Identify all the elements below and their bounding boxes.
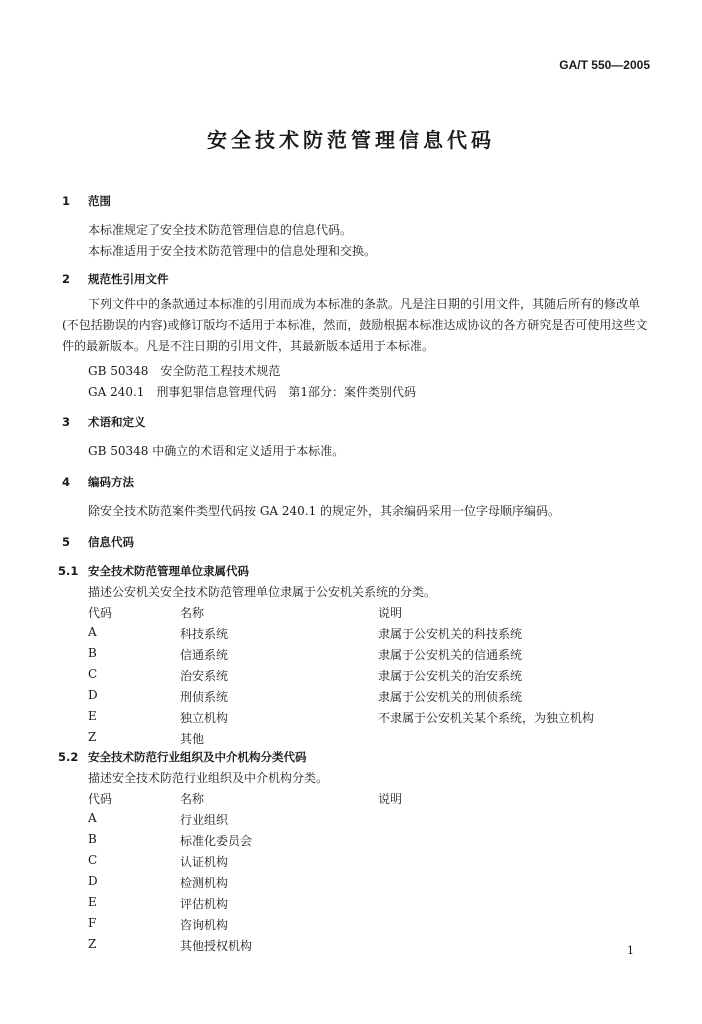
section-title: 编码方法: [88, 475, 134, 489]
description-cell: 隶属于公安机关的治安系统: [378, 669, 523, 683]
code-cell: C: [88, 853, 98, 867]
table-row: [88, 832, 648, 850]
section-title: 安全技术防范行业组织及中介机构分类代码: [88, 750, 307, 764]
code-cell: F: [88, 916, 97, 930]
page-number: 1: [627, 944, 634, 957]
code-cell: Z: [88, 937, 97, 951]
table-row: [88, 709, 648, 727]
code-cell: E: [88, 709, 97, 723]
section-number: 5.2: [58, 750, 79, 764]
name-cell: 认证机构: [180, 855, 229, 869]
table-row: [88, 916, 648, 934]
column-header: 名称: [180, 792, 205, 806]
section-2-heading: [62, 271, 169, 287]
subsection-5-2-heading: [58, 749, 307, 765]
column-header: 代码: [88, 606, 113, 620]
section-number: 5.1: [58, 564, 79, 578]
paragraph: 本标准规定了安全技术防范管理信息的信息代码。: [88, 223, 353, 237]
code-cell: A: [88, 811, 97, 825]
code-cell: Z: [88, 730, 97, 744]
section-3-heading: [62, 414, 146, 430]
name-cell: 行业组织: [180, 813, 229, 827]
paragraph: 描述安全技术防范行业组织及中介机构分类。: [88, 771, 329, 785]
name-cell: 其他授权机构: [180, 939, 253, 953]
table-row: [88, 730, 648, 748]
name-cell: 其他: [180, 732, 205, 746]
column-header: 说明: [378, 606, 403, 620]
section-title: 范围: [88, 194, 111, 208]
table-row: [88, 937, 648, 955]
name-cell: 标准化委员会: [180, 834, 253, 848]
column-header: 说明: [378, 792, 403, 806]
table-row: [88, 688, 648, 706]
code-cell: D: [88, 874, 98, 888]
code-cell: D: [88, 688, 98, 702]
section-title: 安全技术防范管理单位隶属代码: [88, 564, 249, 578]
column-header: 代码: [88, 792, 113, 806]
table-row: [88, 811, 648, 829]
description-cell: 隶属于公安机关的刑侦系统: [378, 690, 523, 704]
code-cell: C: [88, 667, 98, 681]
reference-item: GB 50348 安全防范工程技术规范: [88, 364, 281, 378]
section-title: 信息代码: [88, 535, 134, 549]
paragraph: 除安全技术防范案件类型代码按 GA 240.1 的规定外，其余编码采用一位字母顺序编码。: [88, 504, 561, 518]
paragraph: 描述公安机关安全技术防范管理单位隶属于公安机关系统的分类。: [88, 585, 437, 599]
section-1-heading: [62, 193, 111, 209]
section-number: 4: [62, 475, 71, 489]
section-4-heading: [62, 474, 134, 490]
table-row: [88, 895, 648, 913]
table-row: [88, 853, 648, 871]
table-row: [88, 667, 648, 685]
table-header-row: [88, 790, 648, 808]
section-title: 术语和定义: [88, 415, 146, 429]
paragraph: 下列文件中的条款通过本标准的引用而成为本标准的条款。凡是注日期的引用文件，其随后所有的修改单(不包括勘误的内容)或修订版均不适用于本标准，然而，鼓励根据本标准达成协议的各方研究是否可使用这些文件的最新版本。凡是不注日期的引用文件，其最新版本适用于本标准。: [62, 297, 648, 353]
name-cell: 评估机构: [180, 897, 229, 911]
section-title: 规范性引用文件: [88, 272, 169, 286]
name-cell: 科技系统: [180, 627, 229, 641]
paragraph: 本标准适用于安全技术防范管理中的信息处理和交换。: [88, 244, 377, 258]
code-cell: B: [88, 646, 97, 660]
section-number: 5: [62, 535, 71, 549]
column-header: 名称: [180, 606, 205, 620]
description-cell: 隶属于公安机关的信通系统: [378, 648, 523, 662]
name-cell: 咨询机构: [180, 918, 229, 932]
name-cell: 检测机构: [180, 876, 229, 890]
section-number: 1: [62, 194, 71, 208]
standard-number: GA/T 550—2005: [559, 58, 650, 72]
table-header-row: [88, 604, 648, 622]
paragraph: GB 50348 中确立的术语和定义适用于本标准。: [88, 444, 345, 458]
table-row: [88, 874, 648, 892]
name-cell: 刑侦系统: [180, 690, 229, 704]
name-cell: 独立机构: [180, 711, 229, 725]
subsection-5-1-heading: [58, 563, 249, 579]
code-cell: A: [88, 625, 97, 639]
name-cell: 信通系统: [180, 648, 229, 662]
reference-item: GA 240.1 刑事犯罪信息管理代码 第1部分：案件类别代码: [88, 385, 417, 399]
section-number: 3: [62, 415, 71, 429]
description-cell: 隶属于公安机关的科技系统: [378, 627, 523, 641]
table-row: [88, 646, 648, 664]
section-5-heading: [62, 534, 134, 550]
code-cell: E: [88, 895, 97, 909]
name-cell: 治安系统: [180, 669, 229, 683]
description-cell: 不隶属于公安机关某个系统，为独立机构: [378, 711, 595, 725]
code-cell: B: [88, 832, 97, 846]
document-title: 安全技术防范管理信息代码: [207, 128, 495, 152]
table-row: [88, 625, 648, 643]
section-number: 2: [62, 272, 71, 286]
